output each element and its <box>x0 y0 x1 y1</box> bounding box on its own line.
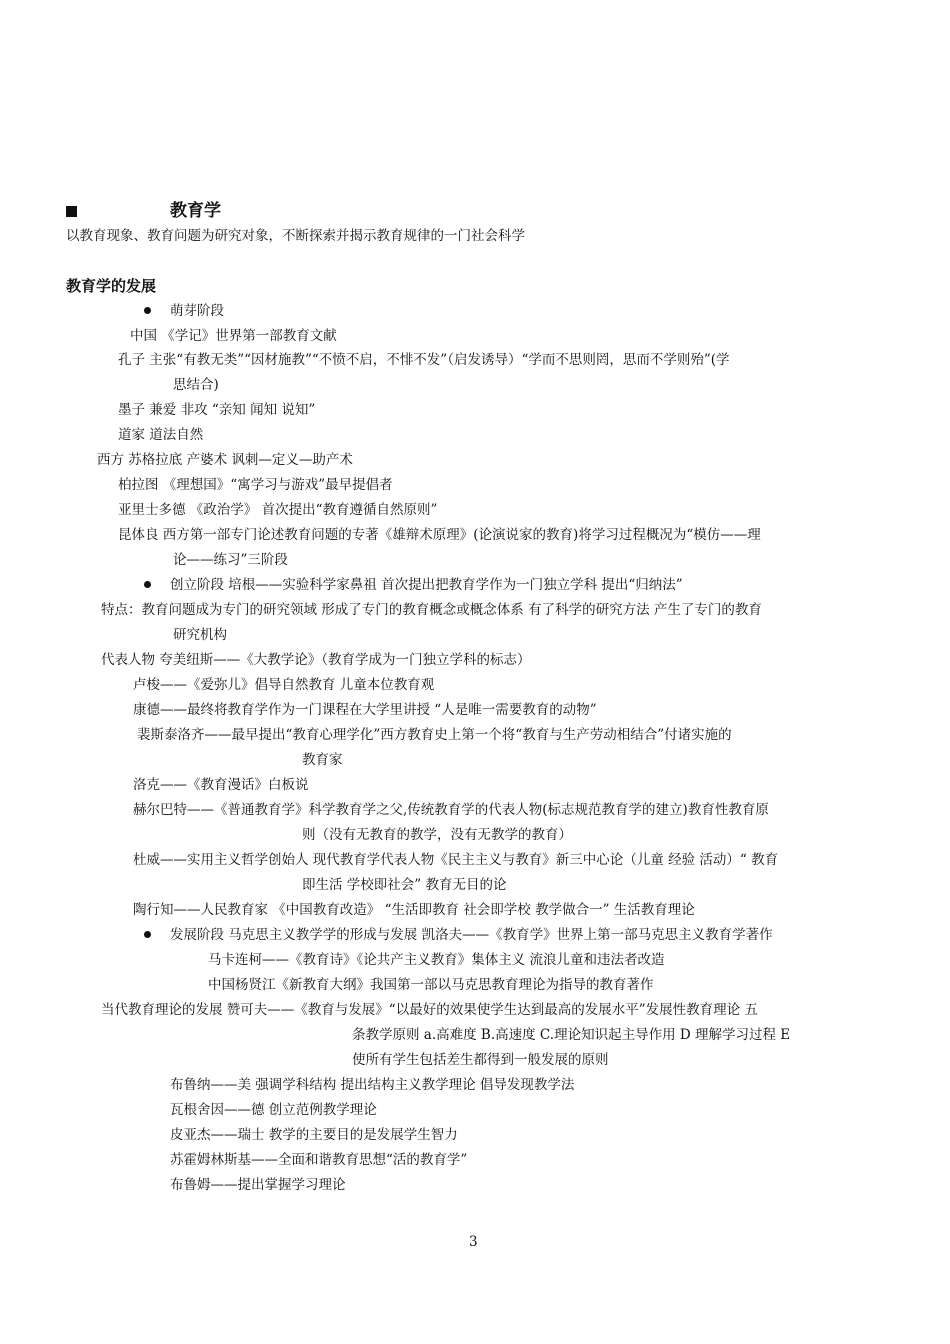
kongzi-line-1: 孔子 主张“有教无类”“因材施教”“不愤不启，不悱不发”（启发诱导）“学而不思则罔，思而不学则殆”(学 <box>118 352 730 368</box>
mozi-line: 墨子 兼爱 非攻 “亲知 闻知 说知” <box>118 402 316 418</box>
bullet-icon <box>144 581 151 588</box>
stage-label-embryonic: 萌芽阶段 <box>170 303 224 319</box>
rousseau-line: 卢梭——《爱弥儿》倡导自然教育 儿童本位教育观 <box>133 677 435 693</box>
definition-text: 以教育现象、教育问题为研究对象，不断探索并揭示教育规律的一门社会科学 <box>66 228 525 244</box>
comenius-line: 代表人物 夸美纽斯——《大教学论》（教育学成为一门独立学科的标志） <box>101 652 531 668</box>
features-line-1: 特点：教育问题成为专门的研究领域 形成了专门的教育概念或概念体系 有了科学的研究方法 产生了专门的教育 <box>101 602 762 618</box>
kant-line: 康德——最终将教育学作为一门课程在大学里讲授 “人是唯一需要教育的动物” <box>133 702 597 718</box>
features-line-2: 研究机构 <box>173 627 227 643</box>
locke-line: 洛克——《教育漫话》白板说 <box>133 777 309 793</box>
stage-label-development: 发展阶段 马克思主义教学学的形成与发展 凯洛夫——《教育学》世界上第一部马克思主义教育学著作 <box>170 927 773 943</box>
section-heading: 教育学的发展 <box>66 277 157 295</box>
bullet-icon <box>144 931 151 938</box>
bullet-icon <box>144 307 151 314</box>
piaget-line: 皮亚杰——瑞士 教学的主要目的是发展学生智力 <box>170 1127 458 1143</box>
herbart-line-2: 则（没有无教育的教学，没有无教学的教育） <box>302 827 572 843</box>
pestalozzi-line-1: 裴斯泰洛齐——最早提出“教育心理学化”西方教育史上第一个将“教育与生产劳动相结合”付诸实施的 <box>137 727 732 743</box>
zankov-line-2: 条教学原则 a.高难度 B.高速度 C.理论知识起主导作用 D 理解学习过程 E <box>352 1027 791 1043</box>
wagenschein-line: 瓦根舍因——德 创立范例教学理论 <box>170 1102 377 1118</box>
dewey-line-2: 即生活 学校即社会” 教育无目的论 <box>302 877 507 893</box>
pestalozzi-line-2: 教育家 <box>302 752 343 768</box>
zankov-line-1: 当代教育理论的发展 赞可夫——《教育与发展》“以最好的效果使学生达到最高的发展水平”发展性教育理论 五 <box>101 1002 758 1018</box>
quintilian-line-1: 昆体良 西方第一部专门论述教育问题的专著《雄辩术原理》(论演说家的教育)将学习过程概况为“模仿——理 <box>118 527 761 543</box>
quintilian-line-2: 论——练习”三阶段 <box>173 552 288 568</box>
page-number: 3 <box>469 1234 478 1250</box>
kongzi-line-2: 思结合) <box>173 377 219 393</box>
page-title: 教育学 <box>170 201 221 221</box>
socrates-line: 西方 苏格拉底 产婆术 讽刺—定义—助产术 <box>97 452 353 468</box>
stage-label-founding: 创立阶段 培根——实验科学家鼻祖 首次提出把教育学作为一门独立学科 提出“归纳法” <box>170 577 683 593</box>
china-xueji: 中国 《学记》世界第一部教育文献 <box>130 328 337 344</box>
dewey-line-1: 杜威——实用主义哲学创始人 现代教育学代表人物《民主主义与教育》新三中心论（儿童 经验 活动）“ 教育 <box>133 852 779 868</box>
bloom-line: 布鲁姆——提出掌握学习理论 <box>170 1177 346 1193</box>
sukhomlinsky-line: 苏霍姆林斯基——全面和谐教育思想“活的教育学” <box>170 1152 468 1168</box>
square-bullet-icon <box>66 206 77 217</box>
bruner-line: 布鲁纳——美 强调学科结构 提出结构主义教学理论 倡导发现教学法 <box>170 1077 575 1093</box>
aristotle-line: 亚里士多德 《政治学》 首次提出“教育遵循自然原则” <box>118 502 438 518</box>
plato-line: 柏拉图 《理想国》“寓学习与游戏”最早提倡者 <box>118 477 393 493</box>
makarenko-line: 马卡连柯——《教育诗》《论共产主义教育》集体主义 流浪儿童和违法者改造 <box>208 952 665 968</box>
tao-line: 陶行知——人民教育家 《中国教育改造》 “生活即教育 社会即学校 教学做合一” 生活教育理论 <box>133 902 695 918</box>
herbart-line-1: 赫尔巴特——《普通教育学》科学教育学之父,传统教育学的代表人物(标志规范教育学的建立)教育性教育原 <box>133 802 769 818</box>
zankov-line-3: 使所有学生包括差生都得到一般发展的原则 <box>352 1052 609 1068</box>
yang-line: 中国杨贤江《新教育大纲》我国第一部以马克思教育理论为指导的教育著作 <box>208 977 654 993</box>
daojia-line: 道家 道法自然 <box>118 427 204 443</box>
